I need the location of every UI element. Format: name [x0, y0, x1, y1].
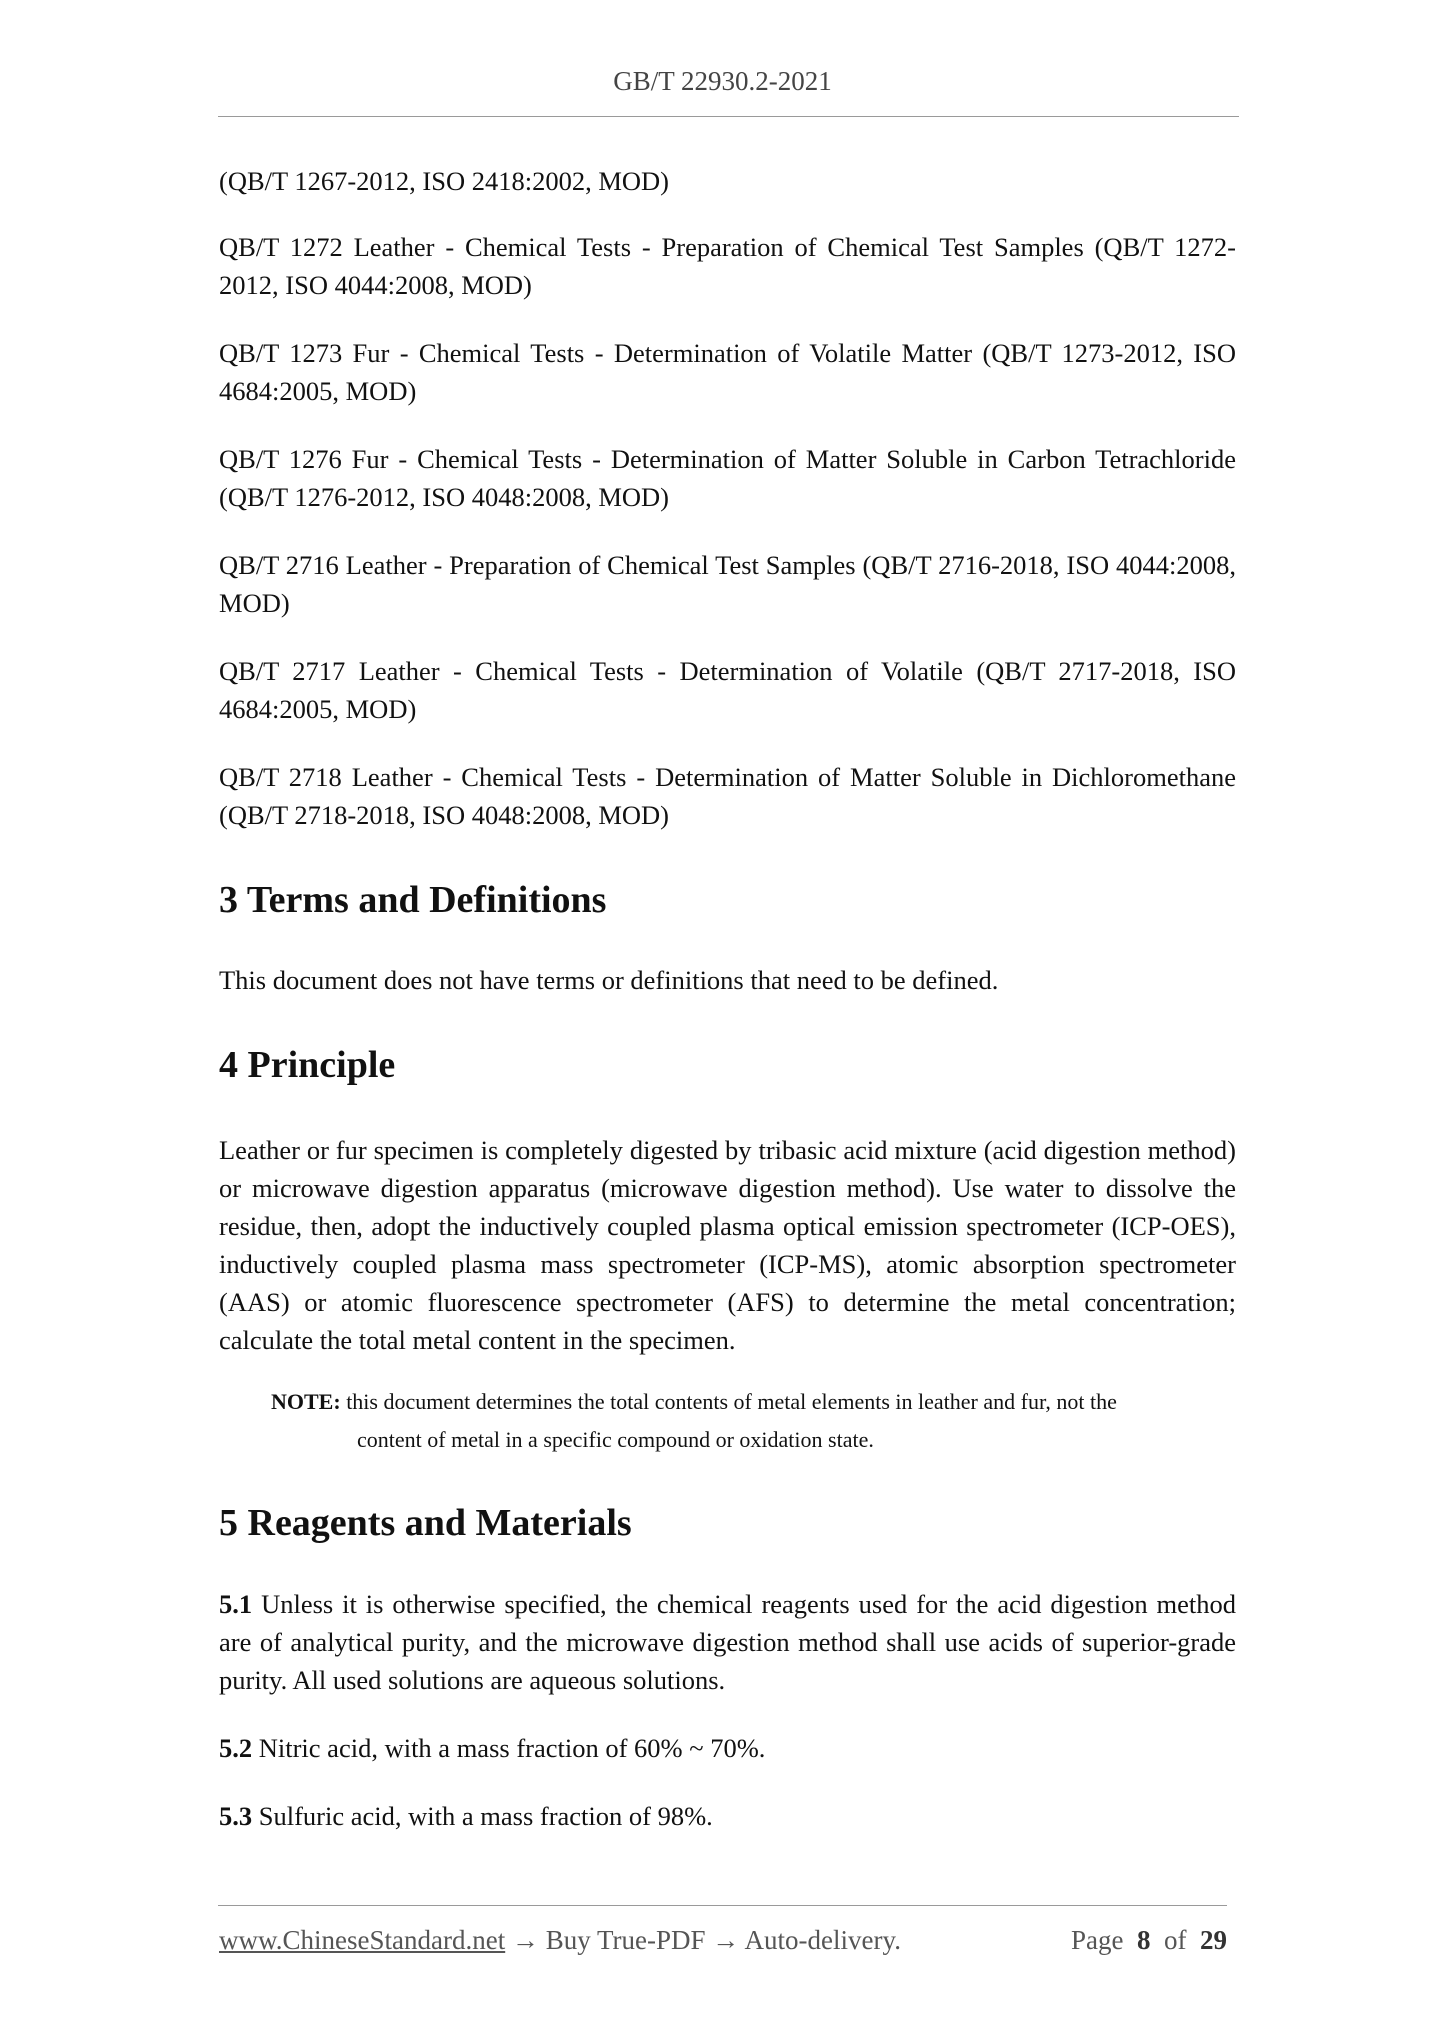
item-number: 5.2 [219, 1733, 253, 1763]
section-heading-reagents: 5 Reagents and Materials [219, 1502, 632, 1544]
reference-entry: QB/T 1273 Fur - Chemical Tests - Determination of Volatile Matter (QB/T 1273-2012, ISO 4684:2005, MOD) [219, 338, 1236, 406]
reference-entry: QB/T 1272 Leather - Chemical Tests - Preparation of Chemical Test Samples (QB/T 1272-2012, ISO 4044:2008, MOD) [219, 232, 1236, 300]
section-heading-principle: 4 Principle [219, 1044, 396, 1086]
item-text: Unless it is otherwise specified, the chemical reagents used for the acid digestion method are of analytical purity, and the microwave digestion method shall use acids of superior-grade purity. All used solutions are aqueous solutions. [219, 1589, 1237, 1695]
arrow-right-icon: → [511, 1925, 539, 1955]
reagents-list [219, 1585, 1236, 1835]
current-page: 8 [1137, 1925, 1151, 1955]
footer-promo [219, 1922, 901, 1958]
reference-entry: QB/T 2718 Leather - Chemical Tests - Determination of Matter Soluble in Dichloromethane (QB/T 2718-2018, ISO 4048:2008, MOD) [219, 762, 1236, 830]
reference-entry: (QB/T 1267-2012, ISO 2418:2002, MOD) [219, 166, 670, 196]
buy-true-pdf-text: Buy True-PDF [545, 1925, 706, 1955]
item-text: Nitric acid, with a mass fraction of 60% ~ 70%. [258, 1733, 766, 1763]
header-divider [218, 116, 1239, 117]
website-link[interactable]: www.ChineseStandard.net [219, 1925, 506, 1955]
note-line-2: content of metal in a specific compound or oxidation state. [357, 1427, 874, 1452]
principle-note [271, 1383, 1236, 1459]
reagent-item [219, 1585, 1236, 1699]
page-label: Page [1071, 1925, 1124, 1955]
reference-entry: QB/T 2717 Leather - Chemical Tests - Determination of Volatile (QB/T 2717-2018, ISO 4684:2005, MOD) [219, 656, 1236, 724]
document-header-title: GB/T 22930.2-2021 [613, 66, 832, 96]
note-label: NOTE: [271, 1389, 341, 1414]
of-label: of [1164, 1925, 1187, 1955]
item-text: Sulfuric acid, with a mass fraction of 98%. [258, 1801, 713, 1831]
footer-divider [218, 1905, 1227, 1906]
item-number: 5.3 [219, 1801, 253, 1831]
total-pages: 29 [1200, 1925, 1227, 1955]
reference-entry: QB/T 2716 Leather - Preparation of Chemical Test Samples (QB/T 2716-2018, ISO 4044:2008, MOD) [219, 550, 1236, 618]
auto-delivery-text: Auto-delivery. [744, 1925, 901, 1955]
page-content [219, 162, 1236, 1865]
section-heading-terms: 3 Terms and Definitions [219, 879, 607, 921]
reagent-item [219, 1729, 1236, 1767]
section-terms-body: This document does not have terms or definitions that need to be defined. [219, 965, 999, 995]
page-number [1071, 1922, 1227, 1958]
reagent-item [219, 1797, 1236, 1835]
note-line-1: this document determines the total contents of metal elements in leather and fur, not the [346, 1389, 1117, 1414]
section-principle-body: Leather or fur specimen is completely digested by tribasic acid mixture (acid digestion method) or microwave digestion apparatus (microwave digestion method). Use water to dissolve the residue, then, adopt the inductively coupled plasma optical emission spectrometer (ICP-OES), inductively coupled plasma mass spectrometer (ICP-MS), atomic absorption spectrometer (AAS) or atomic fluorescence spectrometer (AFS) to determine the metal concentration; calculate the total metal content in the specimen. [219, 1135, 1236, 1355]
reference-entry: QB/T 1276 Fur - Chemical Tests - Determination of Matter Soluble in Carbon Tetrachloride (QB/T 1276-2012, ISO 4048:2008, MOD) [219, 444, 1236, 512]
arrow-right-icon: → [712, 1925, 740, 1955]
item-number: 5.1 [219, 1589, 253, 1619]
